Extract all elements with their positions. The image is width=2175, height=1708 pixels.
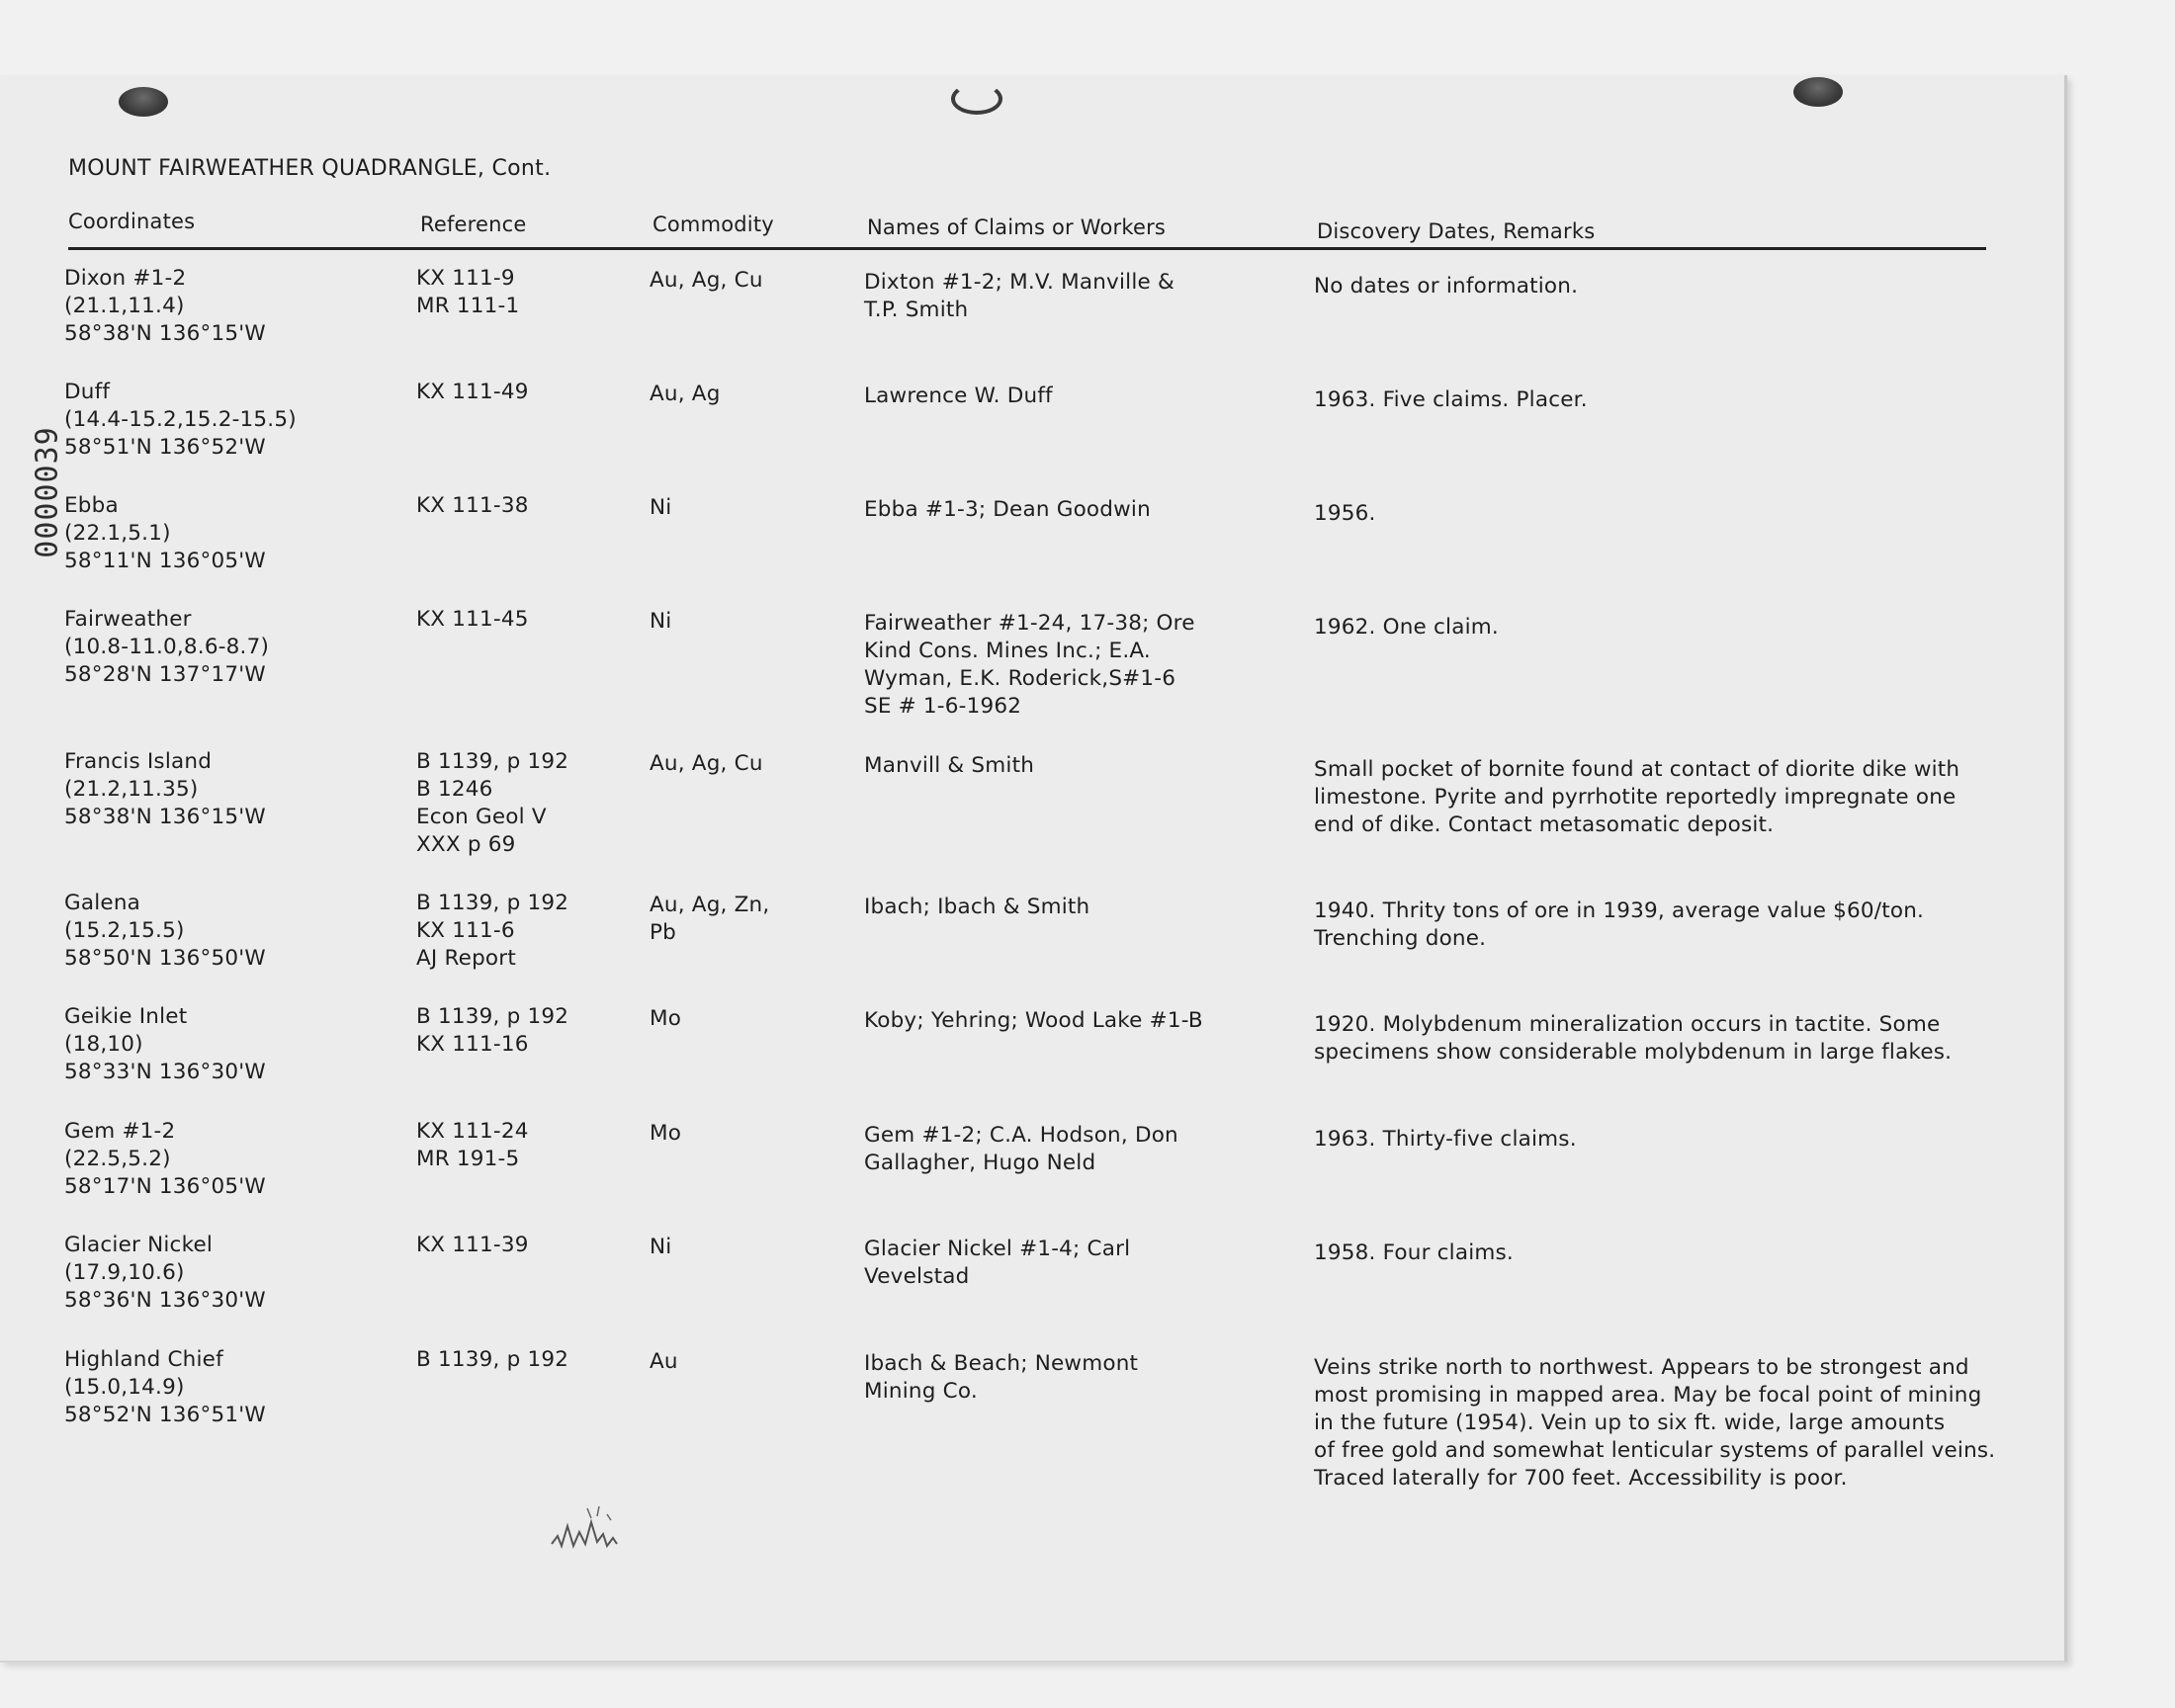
cell-line: 1920. Molybdenum mineralization occurs in tactite. Some [1314, 1012, 1941, 1037]
cell-line: most promising in mapped area. May be focal point of mining [1314, 1383, 1982, 1408]
remarks-cell [1314, 1239, 2006, 1267]
cell-line: KX 111-16 [416, 1032, 529, 1057]
cell-line: Mo [650, 1006, 682, 1031]
header-rule [68, 247, 1986, 250]
cell-line: Ebba [64, 493, 119, 518]
table-row [0, 748, 2064, 857]
cell-line: Gallagher, Hugo Neld [864, 1151, 1096, 1175]
cell-line: Mo [650, 1121, 682, 1146]
cell-line: Dixton #1-2; M.V. Manville & [864, 270, 1174, 295]
cell-line: KX 111-45 [416, 607, 529, 632]
cell-line: 58°11'N 136°05'W [64, 549, 266, 573]
cell-line: T.P. Smith [864, 298, 969, 322]
cell-line: (10.8-11.0,8.6-8.7) [64, 635, 270, 659]
commodity-cell [650, 1120, 847, 1148]
cell-line: 1958. Four claims. [1314, 1240, 1514, 1265]
cell-line: AJ Report [416, 946, 516, 971]
remarks-cell [1314, 386, 2006, 414]
coordinates-cell [64, 1346, 391, 1429]
cell-line: 58°51'N 136°52'W [64, 435, 266, 460]
cell-line: Ni [650, 495, 672, 520]
cell-line: No dates or information. [1314, 274, 1579, 299]
names-cell [864, 1122, 1279, 1177]
remarks-cell [1314, 614, 2006, 641]
cell-line: 58°28'N 137°17'W [64, 662, 266, 687]
cell-line: 1956. [1314, 501, 1376, 526]
table-row [0, 379, 2064, 477]
coordinates-cell [64, 748, 391, 831]
cell-line: Mining Co. [864, 1379, 978, 1404]
handwritten-mark [548, 1496, 666, 1556]
table-row [0, 1346, 2064, 1491]
column-header-remarks: Discovery Dates, Remarks [1317, 219, 1596, 243]
commodity-cell [650, 1234, 847, 1261]
cell-line: Geikie Inlet [64, 1004, 188, 1029]
table-row [0, 1003, 2064, 1102]
names-cell [864, 894, 1279, 921]
remarks-cell [1314, 1011, 2006, 1067]
cell-line: B 1246 [416, 777, 493, 802]
coordinates-cell [64, 492, 391, 575]
cell-line: Dixon #1-2 [64, 266, 187, 291]
cell-line: (15.0,14.9) [64, 1375, 185, 1400]
cell-line: Glacier Nickel [64, 1233, 214, 1257]
reference-cell [416, 606, 639, 634]
reference-cell [416, 379, 639, 406]
remarks-cell [1314, 897, 2006, 953]
column-header-coordinates: Coordinates [68, 210, 196, 233]
reference-cell [416, 1232, 639, 1259]
table-row [0, 890, 2064, 988]
cell-line: specimens show considerable molybdenum in large flakes. [1314, 1040, 1953, 1065]
cell-line: KX 111-39 [416, 1233, 529, 1257]
cell-line: Gem #1-2; C.A. Hodson, Don [864, 1123, 1178, 1148]
commodity-cell [650, 892, 847, 947]
cell-line: (17.9,10.6) [64, 1260, 185, 1285]
cell-line: in the future (1954). Vein up to six ft. wide, large amounts [1314, 1410, 1946, 1435]
cell-line: Small pocket of bornite found at contact of diorite dike with [1314, 757, 1960, 782]
table-row [0, 1118, 2064, 1217]
cell-line: MR 191-5 [416, 1147, 520, 1171]
cell-line: Wyman, E.K. Roderick,S#1-6 [864, 666, 1176, 691]
cell-line: (14.4-15.2,15.2-15.5) [64, 407, 297, 432]
names-cell [864, 1007, 1279, 1035]
reference-cell [416, 1346, 639, 1374]
cell-line: Pb [650, 920, 677, 945]
cell-line: Galena [64, 891, 141, 915]
coordinates-cell [64, 890, 391, 973]
cell-line: Ibach & Beach; Newmont [864, 1351, 1139, 1376]
reference-cell [416, 1003, 639, 1059]
cell-line: (15.2,15.5) [64, 918, 185, 943]
cell-line: Fairweather #1-24, 17-38; Ore [864, 611, 1195, 636]
names-cell [864, 269, 1279, 324]
cell-line: KX 111-49 [416, 380, 529, 404]
cell-line: Manvill & Smith [864, 753, 1035, 778]
table-row [0, 492, 2064, 591]
remarks-cell [1314, 273, 2006, 300]
cell-line: Highland Chief [64, 1347, 223, 1372]
punch-hole-right [1793, 77, 1843, 107]
cell-line: limestone. Pyrite and pyrrhotite reportedly impregnate one [1314, 785, 1957, 810]
cell-line: 1962. One claim. [1314, 615, 1499, 640]
remarks-cell [1314, 1126, 2006, 1153]
table-row [0, 265, 2064, 364]
coordinates-cell [64, 1003, 391, 1086]
column-header-names: Names of Claims or Workers [867, 215, 1167, 239]
reference-cell [416, 890, 639, 973]
cell-line: Glacier Nickel #1-4; Carl [864, 1237, 1131, 1261]
cell-line: 1940. Thrity tons of ore in 1939, average value $60/ton. [1314, 898, 1925, 923]
cell-line: Ibach; Ibach & Smith [864, 895, 1090, 919]
names-cell [864, 752, 1279, 780]
coordinates-cell [64, 265, 391, 348]
names-cell [864, 1236, 1279, 1291]
cell-line: 58°38'N 136°15'W [64, 321, 266, 346]
commodity-cell [650, 1348, 847, 1376]
cell-line: 1963. Thirty-five claims. [1314, 1127, 1577, 1152]
cell-line: Gem #1-2 [64, 1119, 176, 1144]
cell-line: of free gold and somewhat lenticular systems of parallel veins. [1314, 1438, 1996, 1463]
table-row [0, 606, 2064, 719]
reference-cell [416, 492, 639, 520]
cell-line: 58°50'N 136°50'W [64, 946, 266, 971]
reference-cell [416, 1118, 639, 1173]
cell-line: Au, Ag, Cu [650, 268, 763, 293]
cell-line: Lawrence W. Duff [864, 384, 1053, 408]
remarks-cell [1314, 1354, 2006, 1493]
cell-line: 58°52'N 136°51'W [64, 1403, 266, 1427]
cell-line: Econ Geol V [416, 805, 547, 829]
cell-line: B 1139, p 192 [416, 891, 569, 915]
cell-line: (22.5,5.2) [64, 1147, 171, 1171]
cell-line: KX 111-6 [416, 918, 515, 943]
reference-cell [416, 265, 639, 320]
cell-line: Au [650, 1349, 678, 1374]
cell-line: Trenching done. [1314, 926, 1487, 951]
cell-line: B 1139, p 192 [416, 749, 569, 774]
side-stamp-number: 0000039 [30, 426, 65, 558]
cell-line: Vevelstad [864, 1264, 970, 1289]
remarks-cell [1314, 756, 2006, 839]
cell-line: B 1139, p 192 [416, 1347, 569, 1372]
cell-line: 58°38'N 136°15'W [64, 805, 266, 829]
page-title: MOUNT FAIRWEATHER QUADRANGLE, Cont. [68, 156, 552, 181]
coordinates-cell [64, 606, 391, 689]
table-row [0, 1232, 2064, 1330]
cell-line: 58°36'N 136°30'W [64, 1288, 266, 1313]
cell-line: Au, Ag, Zn, [650, 893, 770, 917]
names-cell [864, 383, 1279, 410]
cell-line: Koby; Yehring; Wood Lake #1-B [864, 1008, 1203, 1033]
cell-line: Kind Cons. Mines Inc.; E.A. [864, 639, 1151, 663]
commodity-cell [650, 381, 847, 408]
cell-line: KX 111-38 [416, 493, 529, 518]
remarks-cell [1314, 500, 2006, 528]
cell-line: KX 111-9 [416, 266, 515, 291]
cell-line: (21.1,11.4) [64, 294, 185, 318]
commodity-cell [650, 750, 847, 778]
cell-line: Ebba #1-3; Dean Goodwin [864, 497, 1151, 522]
cell-line: (22.1,5.1) [64, 521, 171, 546]
cell-line: Ni [650, 1235, 672, 1259]
column-header-reference: Reference [420, 213, 527, 236]
cell-line: 58°17'N 136°05'W [64, 1174, 266, 1199]
commodity-cell [650, 494, 847, 522]
cell-line: B 1139, p 192 [416, 1004, 569, 1029]
column-header-commodity: Commodity [652, 213, 774, 236]
cell-line: Ni [650, 609, 672, 634]
cell-line: (21.2,11.35) [64, 777, 199, 802]
cell-line: 58°33'N 136°30'W [64, 1060, 266, 1084]
commodity-cell [650, 1005, 847, 1033]
names-cell [864, 1350, 1279, 1406]
reference-cell [416, 748, 639, 859]
cell-line: XXX p 69 [416, 832, 516, 857]
coordinates-cell [64, 1232, 391, 1315]
coordinates-cell [64, 1118, 391, 1201]
cell-line: Au, Ag, Cu [650, 751, 763, 776]
cell-line: MR 111-1 [416, 294, 520, 318]
cell-line: KX 111-24 [416, 1119, 529, 1144]
names-cell [864, 496, 1279, 524]
cell-line: 1963. Five claims. Placer. [1314, 387, 1588, 412]
cell-line: SE # 1-6-1962 [864, 694, 1022, 719]
cell-line: (18,10) [64, 1032, 143, 1057]
punch-hole-center [951, 83, 1002, 115]
cell-line: end of dike. Contact metasomatic deposit. [1314, 812, 1775, 837]
cell-line: Veins strike north to northwest. Appears to be strongest and [1314, 1355, 1969, 1380]
commodity-cell [650, 608, 847, 636]
cell-line: Duff [64, 380, 111, 404]
names-cell [864, 610, 1279, 721]
coordinates-cell [64, 379, 391, 462]
cell-line: Fairweather [64, 607, 192, 632]
punch-hole-left [119, 87, 168, 117]
cell-line: Traced laterally for 700 feet. Accessibility is poor. [1314, 1466, 1848, 1491]
commodity-cell [650, 267, 847, 295]
cell-line: Francis Island [64, 749, 213, 774]
cell-line: Au, Ag [650, 382, 721, 406]
